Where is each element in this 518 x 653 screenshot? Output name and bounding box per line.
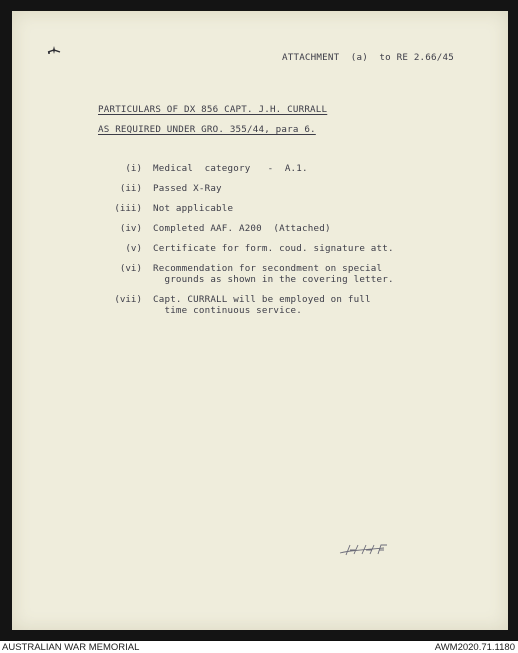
heading-line-2: AS REQUIRED UNDER GRO. 355/44, para 6.	[98, 124, 316, 135]
punch-mark-icon	[46, 44, 62, 56]
item-text: Passed X-Ray	[153, 183, 222, 194]
item-number: (vii)	[114, 294, 142, 305]
item-text: Certificate for form. coud. signature att.	[153, 243, 394, 254]
item-text-continuation: grounds as shown in the covering letter.	[153, 274, 394, 285]
item-number: (vi)	[119, 263, 142, 274]
attachment-reference: ATTACHMENT (a) to RE 2.66/45	[282, 52, 454, 63]
footer-catalog-id: AWM2020.71.1180	[434, 642, 515, 653]
footer-source-label: AUSTRALIAN WAR MEMORIAL	[2, 642, 140, 653]
item-text: Not applicable	[153, 203, 234, 214]
handwritten-initials-icon	[338, 541, 390, 559]
item-text-continuation: time continuous service.	[153, 305, 303, 316]
item-number: (i)	[125, 163, 142, 174]
item-number: (v)	[125, 243, 142, 254]
item-number: (iii)	[114, 203, 142, 214]
item-text: Medical category - A.1.	[153, 163, 308, 174]
item-number: (ii)	[119, 183, 142, 194]
item-number: (iv)	[119, 223, 142, 234]
heading-line-1: PARTICULARS OF DX 856 CAPT. J.H. CURRALL	[98, 104, 328, 115]
item-text: Completed AAF. A200 (Attached)	[153, 223, 331, 234]
item-text: Recommendation for secondment on special	[153, 263, 383, 274]
item-text: Capt. CURRALL will be employed on full	[153, 294, 371, 305]
document-page	[12, 11, 508, 630]
footer-bar	[0, 641, 518, 653]
